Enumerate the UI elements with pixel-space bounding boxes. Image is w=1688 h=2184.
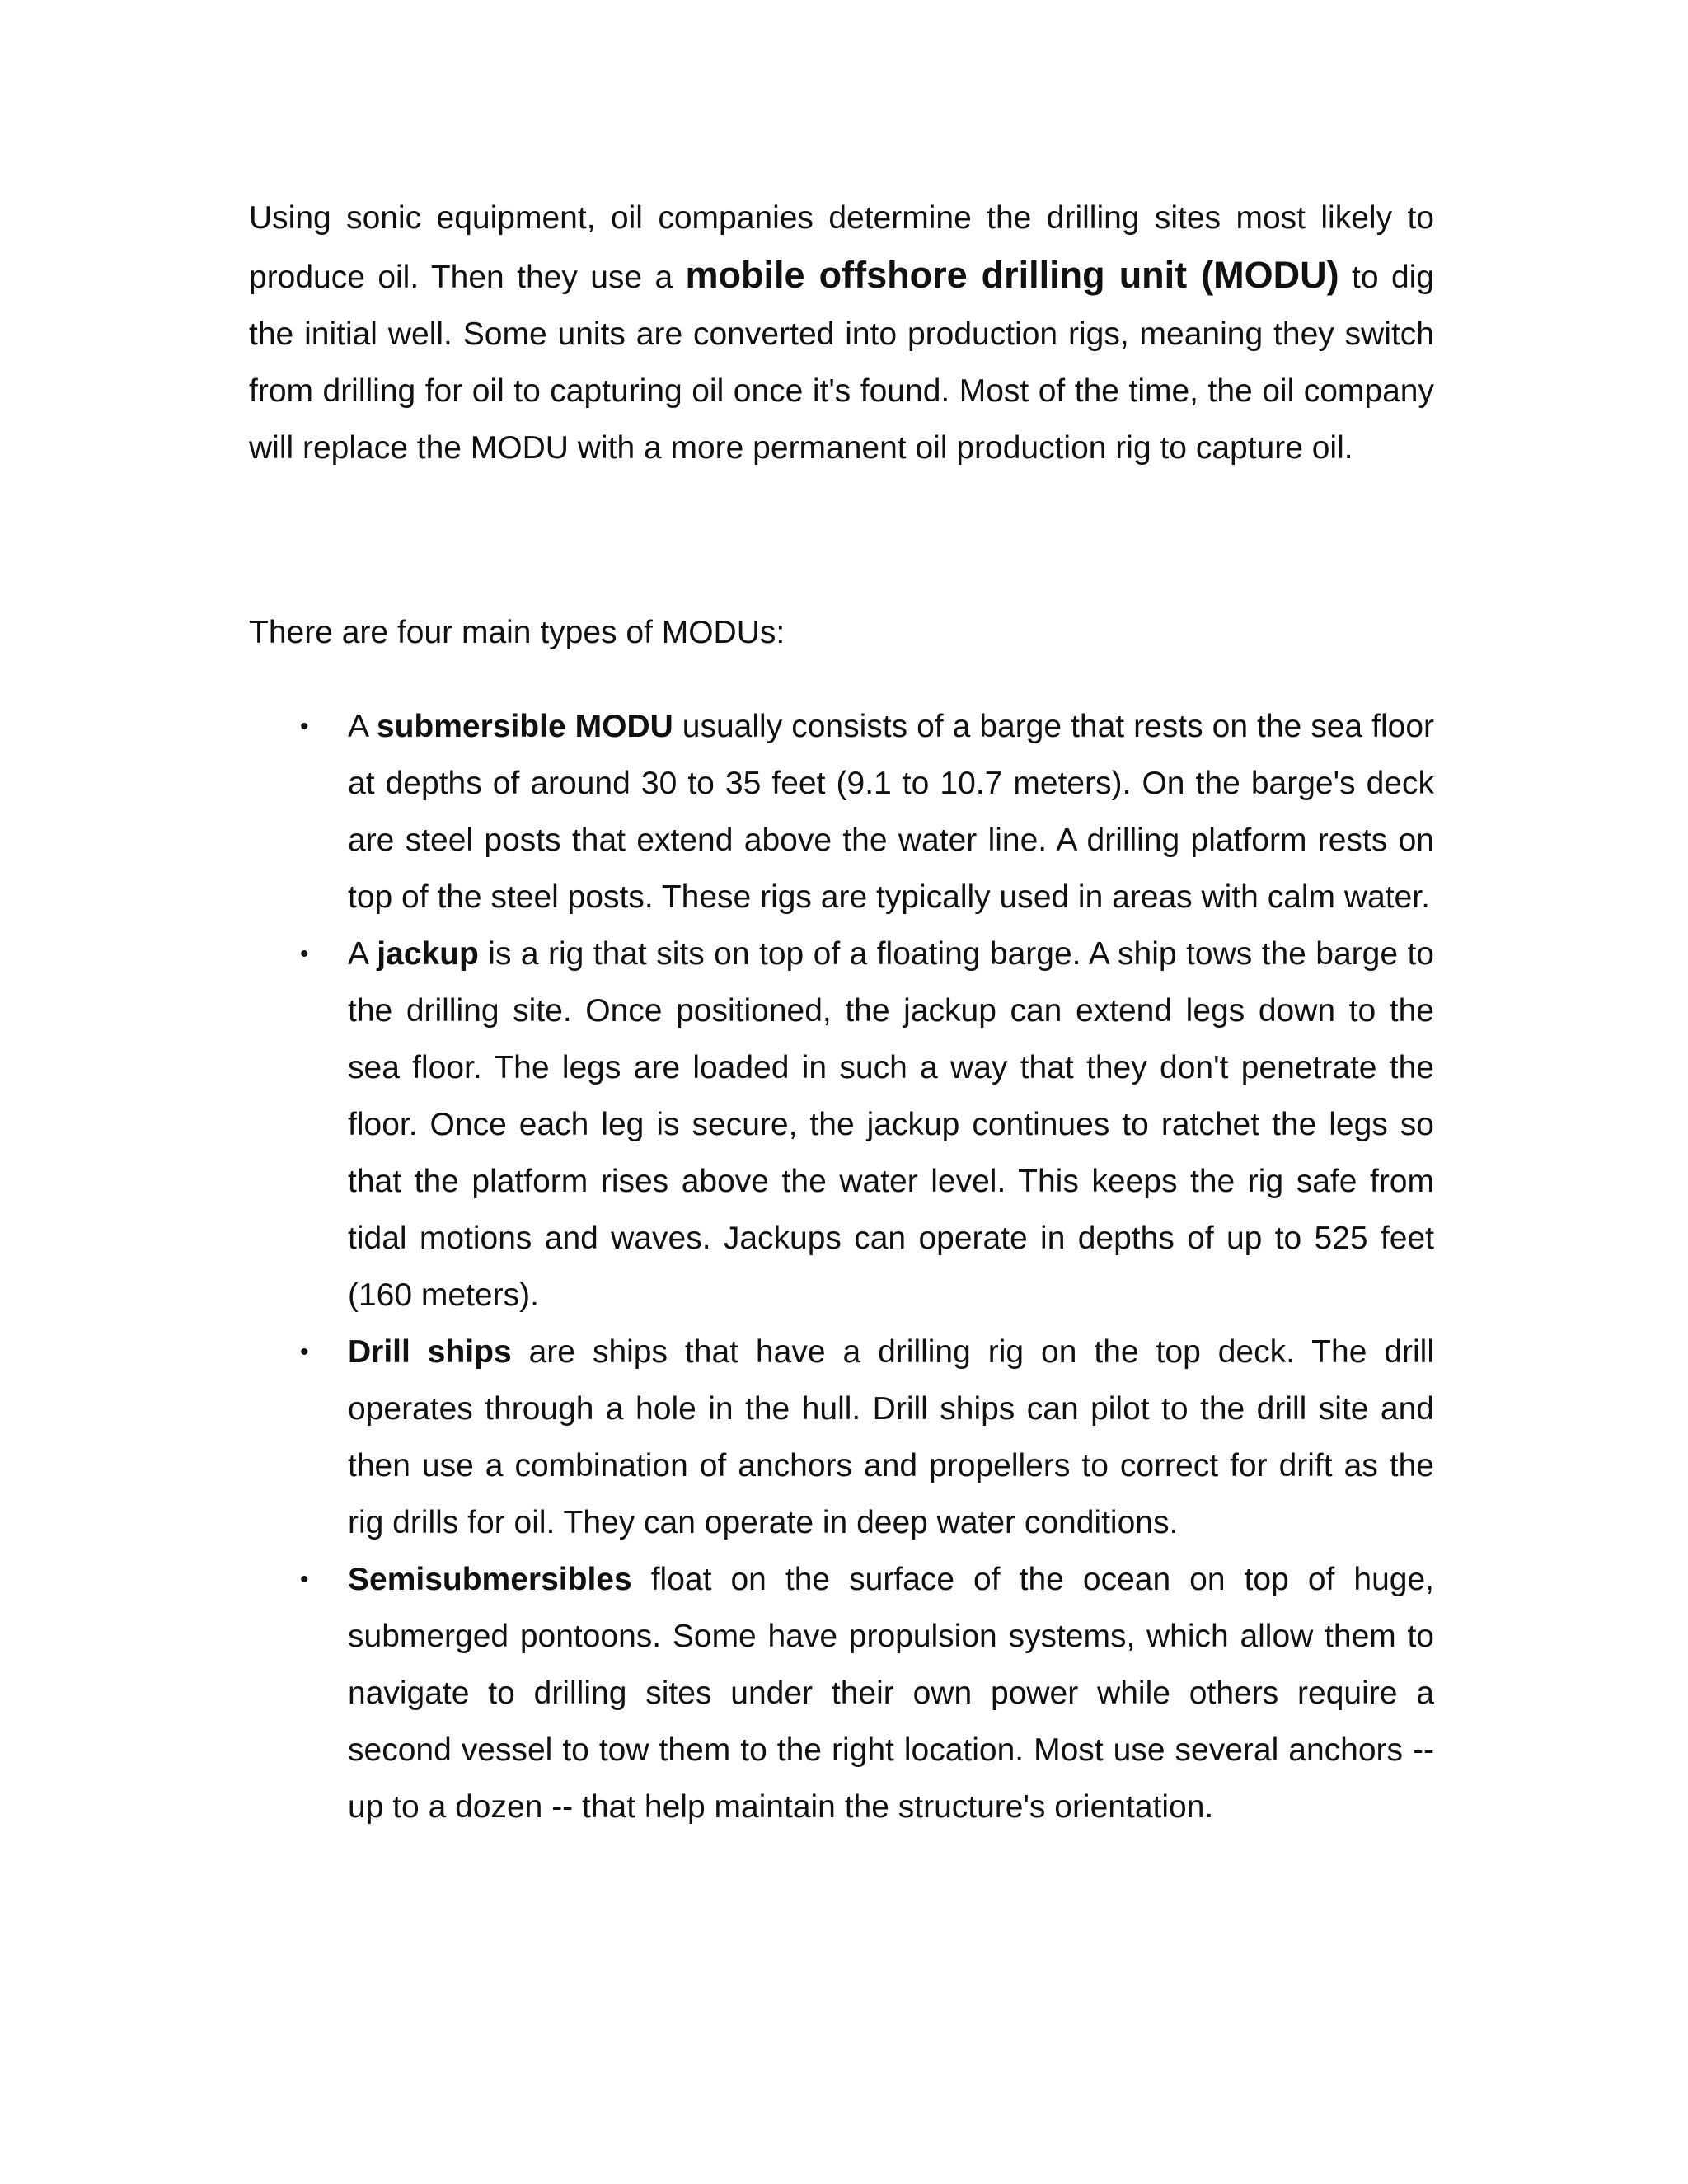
types-heading: There are four main types of MODUs: bbox=[249, 615, 785, 650]
list-item-term: Drill ships bbox=[348, 1334, 512, 1370]
list-item-term: jackup bbox=[377, 936, 479, 972]
list-item-lead: A bbox=[348, 936, 377, 972]
list-item-text: float on the surface of the ocean on top of huge, submerged pontoons. Some have propulsion systems, which allow them to navigate to drilling sites under their own power while others require a second vessel to tow them to the right location. Most use several anchors -- up to a dozen -- that help maintain the structure's orientation. bbox=[348, 1562, 1434, 1825]
list-item-drill-ships bbox=[249, 1324, 1434, 1551]
list-item-term: Semisubmersibles bbox=[348, 1562, 632, 1597]
intro-highlight-term: mobile offshore drilling unit (MODU) bbox=[685, 254, 1339, 296]
bullet-icon: • bbox=[300, 1338, 309, 1366]
bullet-icon: • bbox=[300, 713, 309, 740]
list-item-text: are ships that have a drilling rig on the top deck. The drill operates through a hole in the hull. Drill ships can pilot to the drill site and then use a combination of anchors and propellers to correct for drift as the rig drills for oil. They can operate in deep water conditions. bbox=[348, 1334, 1435, 1540]
intro-text-after: to dig the initial well. Some units are converted into production rigs, meaning they switch from drilling for oil to capturing oil once it's found. Most of the time, the oil company will replace the MODU with a more permanent oil production rig to capture oil. bbox=[249, 260, 1434, 466]
intro-paragraph bbox=[249, 190, 1434, 476]
intro-text-before: Using sonic equipment, oil companies determine the drilling sites most likely to produce oil. Then they use a bbox=[249, 200, 1434, 295]
list-item-text: usually consists of a barge that rests on the sea floor at depths of around 30 to 35 feet (9.1 to 10.7 meters). On the barge's deck are steel posts that extend above the water line. A drilling platform rests on top of the steel posts. These rigs are typically used in areas with calm water. bbox=[348, 709, 1434, 915]
list-item-submersible bbox=[249, 698, 1434, 926]
list-item-jackup bbox=[249, 926, 1434, 1324]
list-item-text: is a rig that sits on top of a floating barge. A ship tows the barge to the drilling site. Once positioned, the jackup can extend legs down to the sea floor. The legs are loaded in such a way that they don't penetrate the floor. Once each leg is secure, the jackup continues to ratchet the legs so that the platform rises above the water level. This keeps the rig safe from tidal motions and waves. Jackups can operate in depths of up to 525 feet (160 meters). bbox=[348, 936, 1434, 1313]
modu-types-list bbox=[249, 698, 1434, 1835]
list-item-semisubmersibles bbox=[249, 1551, 1434, 1835]
bullet-icon: • bbox=[300, 940, 309, 968]
list-item-term: submersible MODU bbox=[376, 709, 673, 744]
list-item-lead: A bbox=[348, 709, 377, 744]
bullet-icon: • bbox=[300, 1566, 309, 1593]
